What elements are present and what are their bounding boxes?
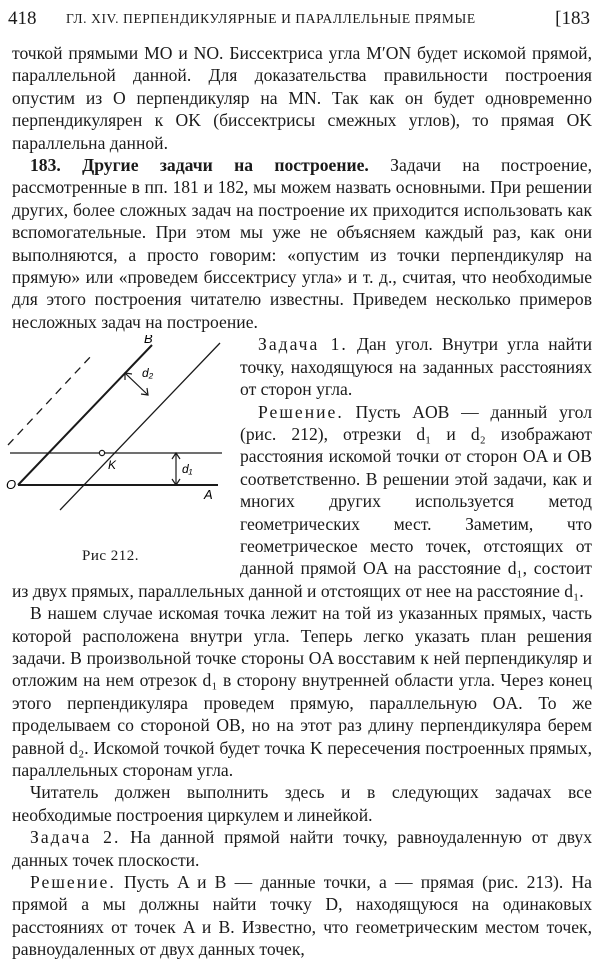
label-o: O [6, 477, 17, 493]
paragraph-section-183 [12, 154, 592, 333]
task-1-label: Задача 1. [258, 334, 348, 355]
paragraph-solution-2 [12, 871, 592, 961]
running-header [6, 6, 594, 32]
point-k [99, 451, 104, 456]
solution-1-text: Пусть AOB — данный угол (рис. 212), отрезки d₁ и d₂ изображают расстояния искомой точки от сторон OA и OB соответственно. В решении этой задачи, как и многих других используется метод геометрических мест. Заметим, что геометрическое место точек, отстоящих от данной прямой OA на расстояние d₁, состоит из двух прямых, параллельных данной и отстоящих от нее на расстояние d₁. [12, 401, 592, 601]
paragraph-plan: В нашем случае искомая точка лежит на той из указанных прямых, часть которой расположена внутри угла. Теперь легко указать план решения задачи. В произвольной точке стороны OA восставим к ней перпендикуляр и отложим на нем отрезок d₁ в сторону внутренней области угла. Через конец этого перпендикуляра проведем прямую, параллельную OA. То же проделываем со стороной OB, но на этот раз длину перпендикуляра берем равной d₂. Искомой точкой будет точка K пересечения построенных прямых, параллельных сторонам угла. [12, 603, 592, 780]
figure-caption: Рис 212. [82, 548, 140, 565]
section-reference: [183 [555, 8, 590, 29]
figure-212 [4, 335, 232, 579]
label-k: K [108, 458, 117, 473]
text-body [6, 42, 592, 961]
solution-2-text: Пусть A и B — данные точки, a — прямая (рис. 213). На прямой a мы должны найти точку D, находящуюся на одинаковых расстояниях от точек A и B. Известно, что геометрическим местом точек, равноудаленных от двух данных точек, [12, 872, 592, 960]
label-d1: d₁ [182, 462, 193, 477]
dashed-parallel-line [8, 355, 92, 445]
solution-2-label: Решение. [30, 872, 116, 893]
paragraph-continuation: точкой прямыми MO и NO. Биссектриса угла M′ON будет искомой прямой, параллельной данной. Для доказательства правильности построения опустим из O перпендикуляр на MN. Так как он будет одновременно перпендикулярен к OK (биссектрисы смежных углов), то прямая OK параллельна данной. [12, 43, 592, 153]
solution-1-label: Решение. [258, 401, 344, 422]
label-d2: d₂ [142, 366, 154, 381]
page-number: 418 [8, 8, 37, 29]
paragraph-task-2 [12, 826, 592, 871]
section-intro-text: Задачи на построение, рассмотренные в пп. 181 и 182, мы можем назвать основными. При решении других, более сложных задач на построение их приходится использовать как вспомогательные. При этом мы уже не объясняем каждый раз, как они выполняются, а просто говорим: «опустим из точки перпендикуляр на прямую» или «проведем биссектрису угла» и т. д., считая, что необходимые для этого построения читателю известны. Приведем несколько примеров несложных задач на построение. [12, 155, 592, 332]
angle-construction-diagram [4, 335, 232, 579]
task-1-text: Дан угол. Внутри угла найти точку, находящуюся на заданных расстояниях от сторон угла. [240, 334, 592, 400]
chapter-title: ГЛ. XIV. ПЕРПЕНДИКУЛЯРНЫЕ И ПАРАЛЛЕЛЬНЫЕ ПРЯМЫЕ [66, 11, 476, 26]
task-2-label: Задача 2. [30, 827, 121, 848]
paragraph-reader-note: Читатель должен выполнить здесь и в следующих задачах все необходимые построения циркулем и линейкой. [12, 782, 592, 825]
section-title: 183. Другие задачи на построение. [30, 155, 369, 176]
label-b: B [144, 335, 153, 347]
task-2-text: На данной прямой найти точку, равноудаленную от двух данных точек плоскости. [12, 827, 592, 870]
side-ob-line [18, 345, 152, 485]
label-a: A [204, 487, 213, 503]
